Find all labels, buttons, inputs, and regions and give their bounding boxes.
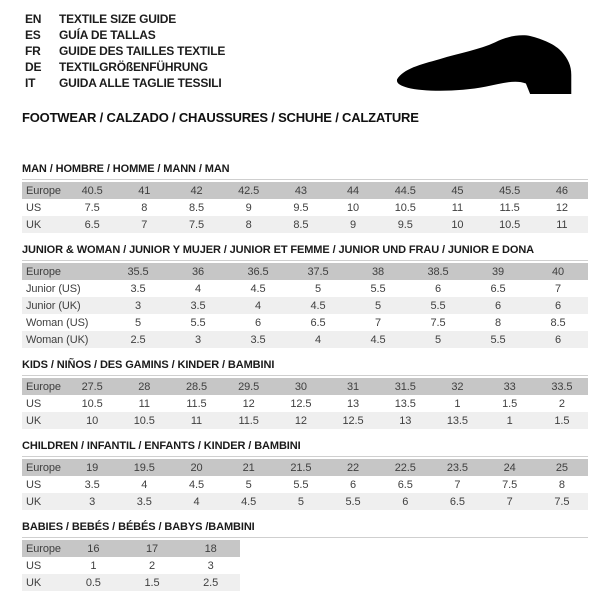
language-row [25, 43, 225, 59]
size-value: 44.5 [394, 184, 416, 197]
size-value: 5.5 [293, 478, 309, 491]
table-row [22, 493, 588, 510]
size-table-wrap [22, 260, 588, 348]
size-value: 42 [190, 184, 203, 197]
size-value: 9.5 [293, 201, 309, 214]
size-value: 7 [374, 316, 382, 329]
size-value: 11.5 [186, 397, 207, 410]
table-row [22, 297, 588, 314]
size-value: 9 [350, 218, 357, 231]
size-value: 12 [242, 397, 255, 410]
size-value: 36.5 [247, 265, 269, 278]
language-row [25, 75, 225, 91]
size-value: 32 [451, 380, 464, 393]
size-value: 10.5 [133, 414, 155, 427]
size-value: 11 [451, 201, 464, 214]
table-row [22, 540, 240, 557]
size-value: 41 [138, 184, 151, 197]
size-value: 21.5 [290, 461, 312, 474]
size-tables [22, 163, 588, 602]
size-value: 1 [506, 414, 513, 427]
size-value: 25 [555, 461, 568, 474]
size-value: 11.5 [238, 414, 259, 427]
size-table-title: JUNIOR & WOMAN / JUNIOR Y MUJER / JUNIOR ET FEMME / JUNIOR UND FRAU / JUNIOR E DONA [22, 244, 535, 256]
size-value: 4.5 [370, 333, 386, 346]
size-value: 1.5 [144, 576, 160, 589]
size-value: 5.5 [370, 282, 386, 295]
size-value: 28.5 [185, 380, 207, 393]
size-value: 7.5 [188, 218, 204, 231]
size-value: 3 [134, 299, 142, 312]
size-value: 8 [141, 201, 148, 214]
size-value: 12 [555, 201, 568, 214]
size-value: 12.5 [342, 414, 364, 427]
table-row [22, 280, 588, 297]
size-value: 7.5 [430, 316, 446, 329]
language-code: IT [25, 76, 36, 90]
size-table-section [22, 163, 588, 233]
row-label: UK [26, 414, 42, 427]
table-row [22, 412, 588, 429]
size-value: 11 [138, 397, 150, 410]
row-label: Junior (US) [26, 282, 81, 295]
table-row [22, 314, 588, 331]
size-value: 8.5 [550, 316, 566, 329]
size-value: 3.5 [190, 299, 206, 312]
size-value: 2 [148, 559, 155, 572]
size-value: 11.5 [499, 201, 520, 214]
size-value: 7 [454, 478, 461, 491]
size-table-wrap [22, 456, 588, 510]
language-code: DE [25, 60, 42, 74]
size-value: 5.5 [490, 333, 506, 346]
size-table [22, 263, 588, 348]
size-value: 6.5 [310, 316, 326, 329]
size-value: 5 [134, 316, 142, 329]
size-value: 5 [374, 299, 382, 312]
size-value: 2 [558, 397, 565, 410]
size-value: 42.5 [238, 184, 260, 197]
size-value: 24 [503, 461, 516, 474]
table-row [22, 459, 588, 476]
size-value: 4.5 [310, 299, 326, 312]
size-value: 6 [254, 316, 262, 329]
size-value: 31.5 [394, 380, 416, 393]
row-label: Junior (UK) [26, 299, 81, 312]
row-label: UK [26, 495, 42, 508]
language-code: ES [25, 28, 41, 42]
size-value: 22.5 [394, 461, 416, 474]
row-label: UK [26, 218, 42, 231]
size-value: 4 [193, 495, 200, 508]
size-value: 3.5 [84, 478, 100, 491]
size-value: 7 [506, 495, 513, 508]
size-value: 6.5 [397, 478, 413, 491]
size-value: 5.5 [190, 316, 206, 329]
size-value: 40.5 [81, 184, 103, 197]
size-value: 30 [294, 380, 307, 393]
row-label: Europe [26, 461, 61, 474]
size-value: 33 [503, 380, 516, 393]
size-value: 5 [434, 333, 442, 346]
language-code: FR [25, 44, 41, 58]
size-value: 7 [141, 218, 148, 231]
table-row [22, 216, 588, 233]
size-value: 0.5 [85, 576, 101, 589]
size-value: 33.5 [551, 380, 573, 393]
size-value: 4.5 [188, 478, 204, 491]
row-label: Europe [26, 380, 61, 393]
size-value: 6 [350, 478, 357, 491]
size-value: 6 [434, 282, 442, 295]
size-table-title: KIDS / NIÑOS / DES GAMINS / KINDER / BAMBINI [22, 359, 275, 371]
size-value: 2.5 [130, 333, 146, 346]
size-value: 6.5 [449, 495, 465, 508]
size-table [22, 540, 240, 591]
size-value: 9 [245, 201, 252, 214]
language-title: TEXTILGRÖßENFÜHRUNG [59, 60, 208, 74]
language-title: GUIDA ALLE TAGLIE TESSILI [59, 76, 222, 90]
size-value: 13 [399, 414, 412, 427]
size-table-wrap [22, 179, 588, 233]
size-value: 3 [194, 333, 202, 346]
row-label: Europe [26, 542, 61, 555]
size-value: 7.5 [84, 201, 100, 214]
language-row [25, 27, 225, 43]
row-label: Woman (UK) [26, 333, 89, 346]
table-row [22, 557, 240, 574]
size-value: 37.5 [307, 265, 329, 278]
size-value: 45.5 [499, 184, 521, 197]
size-value: 4 [254, 299, 262, 312]
table-row [22, 395, 588, 412]
row-label: US [26, 559, 42, 572]
size-value: 4.5 [250, 282, 266, 295]
size-value: 9.5 [397, 218, 413, 231]
row-label: Europe [26, 265, 61, 278]
size-value: 8 [245, 218, 252, 231]
size-value: 16 [87, 542, 100, 555]
size-value: 38.5 [427, 265, 449, 278]
size-value: 6.5 [84, 218, 100, 231]
size-value: 6 [402, 495, 409, 508]
size-value: 10 [451, 218, 464, 231]
size-value: 6 [554, 333, 562, 346]
size-table-wrap [22, 375, 588, 429]
size-value: 31 [347, 380, 360, 393]
size-value: 21 [242, 461, 255, 474]
size-value: 22 [347, 461, 360, 474]
size-value: 23.5 [446, 461, 468, 474]
size-value: 18 [204, 542, 217, 555]
size-value: 35.5 [127, 265, 149, 278]
size-value: 3.5 [130, 282, 146, 295]
size-value: 12.5 [290, 397, 312, 410]
size-value: 4 [314, 333, 322, 346]
size-value: 44 [347, 184, 360, 197]
size-table [22, 182, 588, 233]
size-value: 10 [347, 201, 360, 214]
size-value: 10.5 [81, 397, 103, 410]
size-value: 5.5 [430, 299, 446, 312]
size-table-title: BABIES / BEBÉS / BÉBÉS / BABYS /BAMBINI [22, 521, 255, 533]
size-value: 5.5 [345, 495, 361, 508]
size-value: 3 [89, 495, 96, 508]
size-value: 8.5 [293, 218, 309, 231]
size-value: 11 [190, 414, 203, 427]
size-value: 40 [551, 265, 565, 278]
size-value: 5 [314, 282, 322, 295]
row-label: Woman (US) [26, 316, 89, 329]
language-title: TEXTILE SIZE GUIDE [59, 12, 177, 26]
size-value: 43 [294, 184, 307, 197]
size-value: 1 [90, 559, 97, 572]
size-table-title: MAN / HOMBRE / HOMME / MANN / MAN [22, 163, 230, 175]
row-label: US [26, 397, 42, 410]
size-value: 13.5 [394, 397, 416, 410]
language-row [25, 59, 225, 75]
size-value: 10.5 [499, 218, 521, 231]
size-value: 12 [294, 414, 307, 427]
size-value: 10.5 [394, 201, 416, 214]
size-value: 6 [494, 299, 502, 312]
size-value: 46 [555, 184, 568, 197]
size-value: 8 [494, 316, 502, 329]
table-row [22, 476, 588, 493]
size-value: 4 [194, 282, 202, 295]
size-value: 6 [554, 299, 562, 312]
dress-shoe-icon [395, 26, 585, 104]
size-table-wrap [22, 537, 588, 591]
size-table-title: CHILDREN / INFANTIL / ENFANTS / KINDER / BAMBINI [22, 440, 301, 452]
table-row [22, 182, 588, 199]
size-value: 38 [371, 265, 385, 278]
size-value: 6.5 [490, 282, 506, 295]
size-value: 29.5 [238, 380, 260, 393]
row-label: US [26, 201, 42, 214]
size-table-section [22, 244, 588, 348]
size-value: 13.5 [446, 414, 468, 427]
table-row [22, 263, 588, 280]
size-value: 2.5 [203, 576, 219, 589]
size-value: 1.5 [554, 414, 570, 427]
size-value: 19.5 [133, 461, 155, 474]
size-value: 5 [245, 478, 252, 491]
size-value: 3 [207, 559, 214, 572]
language-title: GUÍA DE TALLAS [59, 28, 156, 42]
size-value: 3.5 [136, 495, 152, 508]
category-heading: FOOTWEAR / CALZADO / CHAUSSURES / SCHUHE / CALZATURE [22, 110, 419, 125]
size-table-section [22, 440, 588, 510]
size-value: 36 [191, 265, 205, 278]
size-value: 39 [491, 265, 505, 278]
size-value: 11 [556, 218, 568, 231]
size-value: 20 [190, 461, 203, 474]
size-value: 8.5 [188, 201, 204, 214]
language-title: GUIDE DES TAILLES TEXTILE [59, 44, 226, 58]
size-value: 28 [138, 380, 151, 393]
table-row [22, 199, 588, 216]
size-table [22, 459, 588, 510]
size-table-section [22, 521, 588, 591]
size-table [22, 378, 588, 429]
size-value: 7.5 [554, 495, 570, 508]
table-row [22, 574, 240, 591]
row-label: Europe [26, 184, 61, 197]
size-value: 4 [141, 478, 148, 491]
size-value: 7 [554, 282, 562, 295]
row-label: US [26, 478, 42, 491]
language-code: EN [25, 12, 42, 26]
table-row [22, 331, 588, 348]
size-value: 7.5 [502, 478, 518, 491]
size-value: 1 [454, 397, 461, 410]
size-value: 1.5 [502, 397, 518, 410]
size-value: 3.5 [250, 333, 266, 346]
size-value: 19 [86, 461, 99, 474]
row-label: UK [26, 576, 42, 589]
table-row [22, 378, 588, 395]
size-value: 17 [145, 542, 158, 555]
size-value: 10 [86, 414, 99, 427]
size-value: 4.5 [241, 495, 257, 508]
size-table-section [22, 359, 588, 429]
size-value: 5 [297, 495, 304, 508]
size-value: 8 [558, 478, 565, 491]
size-value: 13 [347, 397, 360, 410]
language-row [25, 11, 225, 27]
size-value: 27.5 [81, 380, 103, 393]
size-value: 45 [451, 184, 464, 197]
language-list [25, 11, 225, 91]
